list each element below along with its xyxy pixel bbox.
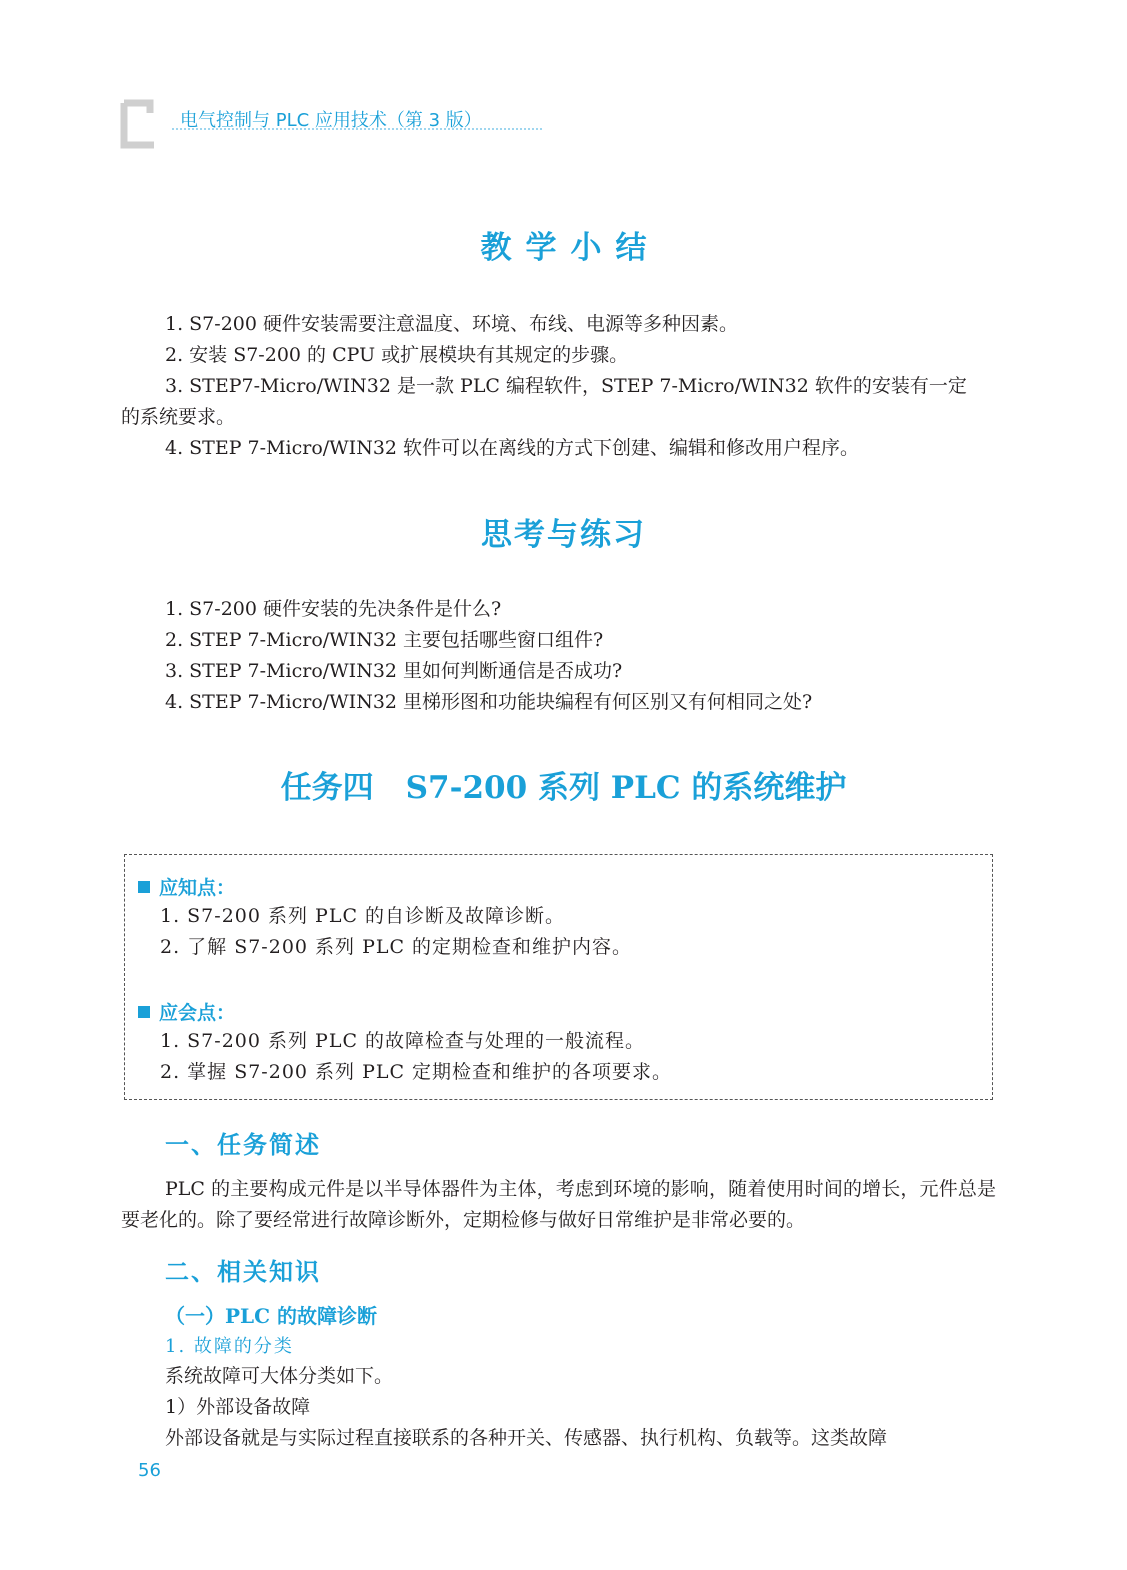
- can-heading: 应会点：: [138, 998, 235, 1025]
- corner-bracket-icon: [120, 99, 158, 149]
- exercise-item-2: 2. STEP 7-Micro/WIN32 主要包括哪些窗口组件?: [165, 629, 604, 651]
- know-item-2: 2. 了解 S7-200 系列 PLC 的定期检查和维护内容。: [160, 936, 633, 958]
- can-item-2: 2. 掌握 S7-200 系列 PLC 定期检查和维护的各项要求。: [160, 1061, 673, 1083]
- running-head: 电气控制与 PLC 应用技术（第 3 版）: [180, 110, 482, 131]
- square-bullet-icon: [138, 881, 150, 893]
- summary-item-2: 2. 安装 S7-200 的 CPU 或扩展模块有其规定的步骤。: [165, 344, 629, 366]
- page-number: 56: [138, 1460, 161, 1481]
- knowledge-heading: 二、相关知识: [165, 1258, 321, 1286]
- can-item-1: 1. S7-200 系列 PLC 的故障检查与处理的一般流程。: [160, 1030, 646, 1052]
- summary-item-4: 4. STEP 7-Micro/WIN32 软件可以在离线的方式下创建、编辑和修改用户程序。: [165, 437, 860, 459]
- summary-title: 教学小结: [480, 230, 661, 266]
- task-title-number: 任务四: [280, 770, 374, 806]
- exercises-title: 思考与练习: [481, 517, 646, 553]
- knowledge-line-1: 系统故障可大体分类如下。: [165, 1365, 394, 1387]
- summary-item-3: 3. STEP7-Micro/WIN32 是一款 PLC 编程软件，STEP 7-Micro/WIN32 软件的安装有一定: [165, 375, 967, 397]
- task-title: [0, 762, 1127, 807]
- summary-item-3-cont: 的系统要求。: [121, 406, 236, 428]
- overview-heading: 一、任务简述: [165, 1131, 321, 1159]
- task-title-text: S7-200 系列 PLC 的系统维护: [405, 770, 847, 806]
- know-item-1: 1. S7-200 系列 PLC 的自诊断及故障诊断。: [160, 905, 566, 927]
- knowledge-subheading: （一）PLC 的故障诊断: [165, 1304, 377, 1328]
- knowledge-subsubheading: 1. 故障的分类: [165, 1336, 294, 1357]
- exercise-item-4: 4. STEP 7-Micro/WIN32 里梯形图和功能块编程有何区别又有何相同之处?: [165, 691, 813, 713]
- overview-paragraph: PLC 的主要构成元件是以半导体器件为主体，考虑到环境的影响，随着使用时间的增长，元件总是要老化的。除了要经常进行故障诊断外，定期检修与做好日常维护是非常必要的。: [121, 1178, 996, 1231]
- exercise-item-1: 1. S7-200 硬件安装的先决条件是什么?: [165, 598, 502, 620]
- summary-item-1: 1. S7-200 硬件安装需要注意温度、环境、布线、电源等多种因素。: [165, 313, 738, 335]
- exercise-item-3: 3. STEP 7-Micro/WIN32 里如何判断通信是否成功?: [165, 660, 623, 682]
- square-bullet-icon: [138, 1006, 150, 1018]
- header-rule: [172, 128, 542, 130]
- know-heading: 应知点：: [138, 873, 235, 900]
- knowledge-line-2: 1）外部设备故障: [165, 1396, 311, 1418]
- knowledge-line-3: 外部设备就是与实际过程直接联系的各种开关、传感器、执行机构、负载等。这类故障: [165, 1427, 888, 1449]
